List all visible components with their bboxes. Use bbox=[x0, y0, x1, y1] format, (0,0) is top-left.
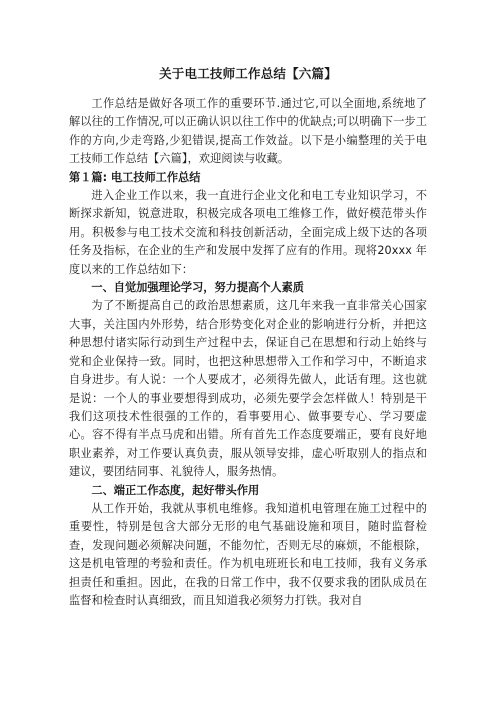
document-title: 关于电工技师工作总结【六篇】 bbox=[159, 66, 337, 81]
section-paragraph: 进入企业工作以来，我一直进行企业文化和电工专业知识学习，不断探求新知，锐意进取，积极完成各项电工维修工作，做好模范带头作用。积极参与电工技术交流和科技创新活动，全面完成上级下达的各项任务及指标，在企业的生产和发展中发挥了应有的作用。现将20xxx 年度以来的工作总结如下： bbox=[69, 189, 427, 276]
subsection-paragraph: 从工作开始，我就从事机电维修。我知道机电管理在施工过程中的重要性，特别是包含大部分无形的电气基础设施和项目，随时监督检查，发现问题必须解决问题，不能勿忙，否则无尽的麻烦，不能根除，这是机电管理的考验和责任。作为机电班班长和电工技师，我有义务承担责任和重担。因此，在我的日常工作中，我不仅要求我的团队成员在监督和检查时认真细致，而且知道我必须努力打铁。我对自 bbox=[69, 501, 427, 607]
intro-paragraph: 工作总结是做好各项工作的重要环节.通过它,可以全面地,系统地了解以往的工作情况,可以正确认识以往工作中的优缺点;可以明确下一步工作的方向,少走弯路,少犯错误,提高工作效益。以下是小编整理的关于电工技师工作总结【六篇】，欢迎阅读与收藏。 bbox=[69, 97, 427, 166]
subsection-paragraph: 为了不断提高自己的政治思想素质，这几年来我一直非常关心国家大事，关注国内外形势，结合形势变化对企业的影响进行分析，并把这种思想付诸实际行动到生产过程中去，保证自己在思想和行动上始终与党和企业保持一致。同时，也把这种思想带入工作和学习中，不断追求自身进步。有人说：一个人要成才，必须得先做人，此话有理。这也就是说：一个人的事业要想得到成功，必须先要学会怎样做人！特别是干我们这项技术性很强的工作的，看事要用心、做事要专心、学习要虚心。容不得有半点马虎和出错。所有首先工作态度要端正，要有良好地职业素养，对工作要认真负责，服从领导安排，虚心听取别人的指点和建议，要团结同事、礼貌待人，服务热情。 bbox=[69, 299, 427, 479]
section-heading: 第１篇: 电工技师工作总结 bbox=[69, 170, 201, 184]
subsection-heading: 二、端正工作态度，起好带头作用 bbox=[91, 483, 260, 497]
subsection-heading: 一、自觉加强理论学习，努力提高个人素质 bbox=[91, 281, 304, 295]
